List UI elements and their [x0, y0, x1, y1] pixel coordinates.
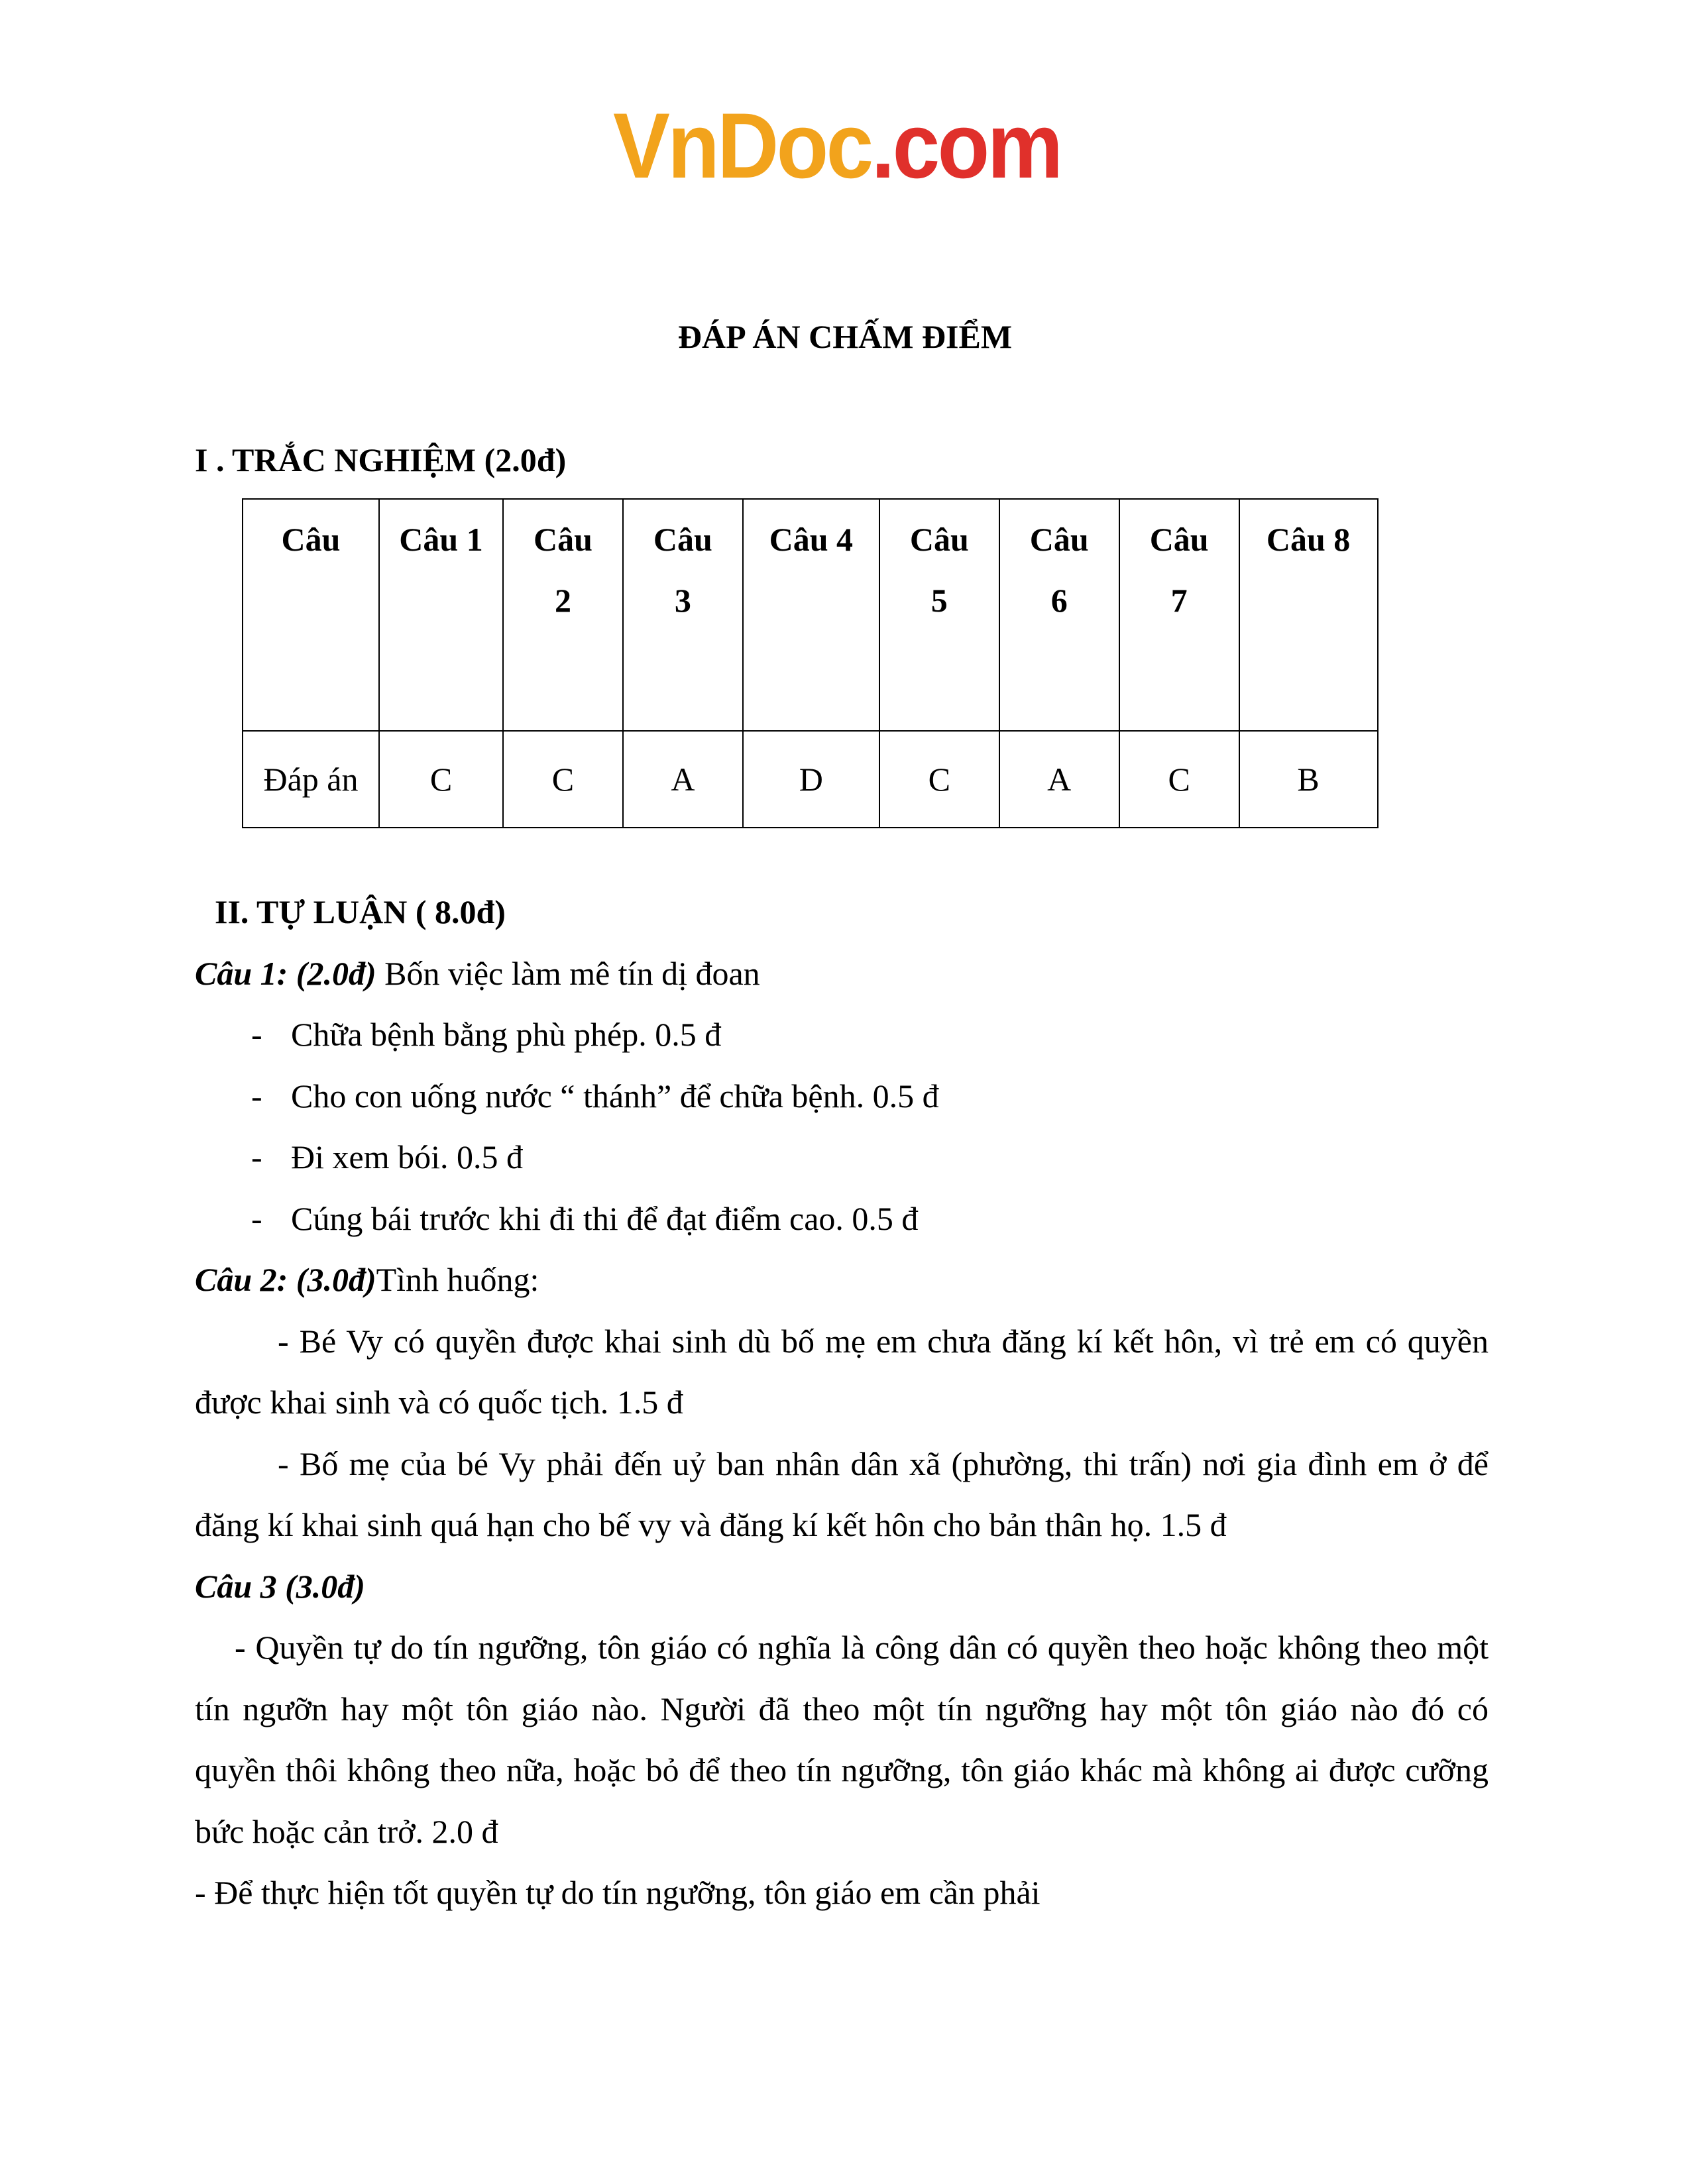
logo-part1: VnDoc: [613, 93, 872, 197]
logo-part2: .com: [871, 93, 1061, 197]
answer-cell: D: [743, 731, 879, 828]
list-item: - Đi xem bói. 0.5 đ: [251, 1138, 523, 1175]
header-cell: Câu 7: [1119, 499, 1239, 731]
q3-paragraph: - Để thực hiện tốt quyền tự do tín ngưỡng, tôn giáo em cần phải: [195, 1874, 1041, 1911]
header-cell: Câu 1: [379, 499, 503, 731]
header-cell: Câu 6: [999, 499, 1119, 731]
list-item: - Cúng bái trước khi đi thi để đạt điểm cao. 0.5 đ: [251, 1199, 919, 1237]
q2-heading: Câu 2: (3.0đ)Tình huống:: [195, 1261, 539, 1298]
table-row: [243, 731, 1378, 828]
header-cell: Câu 3: [623, 499, 743, 731]
header-cell: Câu 8: [1239, 499, 1378, 731]
answer-cell: A: [623, 731, 743, 828]
answer-cell: B: [1239, 731, 1378, 828]
answer-cell: C: [879, 731, 999, 828]
header-cell: Câu 4: [743, 499, 879, 731]
header-cell: Câu: [243, 499, 379, 731]
answer-cell: A: [999, 731, 1119, 828]
q3-heading: Câu 3 (3.0đ): [195, 1567, 365, 1605]
vndoc-logo: [613, 93, 1061, 197]
answer-cell: C: [379, 731, 503, 828]
header-cell: Câu 2: [503, 499, 623, 731]
answer-cell: C: [503, 731, 623, 828]
row-label: Đáp án: [243, 731, 379, 828]
q2-paragraph: - Bé Vy có quyền được khai sinh dù bố mẹ em chưa đăng kí kết hôn, vì trẻ em có quyền được khai sinh và có quốc tịch. 1.5 đ: [195, 1322, 1489, 1421]
section2-heading: II. TỰ LUẬN ( 8.0đ): [215, 893, 506, 930]
table-header-row: [243, 499, 1378, 731]
q3-paragraph: - Quyền tự do tín ngưỡng, tôn giáo có nghĩa là công dân có quyền theo hoặc không theo một tín ngưỡn hay một tôn giáo nào. Người đã theo một tín ngưỡng hay một tôn giáo nào đó có quyền thôi không theo nữa, hoặc bỏ để theo tín ngưỡng, tôn giáo khác mà không ai được cưỡng bức hoặc cản trở. 2.0 đ: [195, 1629, 1489, 1850]
q2-paragraph: - Bố mẹ của bé Vy phải đến uỷ ban nhân dân xã (phường, thi trấn) nơi gia đình em ở để đăng kí khai sinh quá hạn cho bế vy và đăng kí kết hôn cho bản thân họ. 1.5 đ: [195, 1445, 1489, 1543]
essay-section: [195, 881, 1489, 1924]
header-cell: Câu 5: [879, 499, 999, 731]
page-title: ĐÁP ÁN CHẤM ĐIỂM: [677, 318, 1013, 355]
list-item: - Cho con uống nước “ thánh” để chữa bệnh. 0.5 đ: [251, 1077, 939, 1115]
q1-heading: Câu 1: (2.0đ) Bốn việc làm mê tín dị đoan: [195, 954, 760, 992]
answer-cell: C: [1119, 731, 1239, 828]
answer-table: [242, 498, 1379, 828]
section1-heading: I . TRẮC NGHIỆM (2.0đ): [195, 441, 567, 478]
list-item: - Chữa bệnh bằng phù phép. 0.5 đ: [251, 1016, 722, 1053]
